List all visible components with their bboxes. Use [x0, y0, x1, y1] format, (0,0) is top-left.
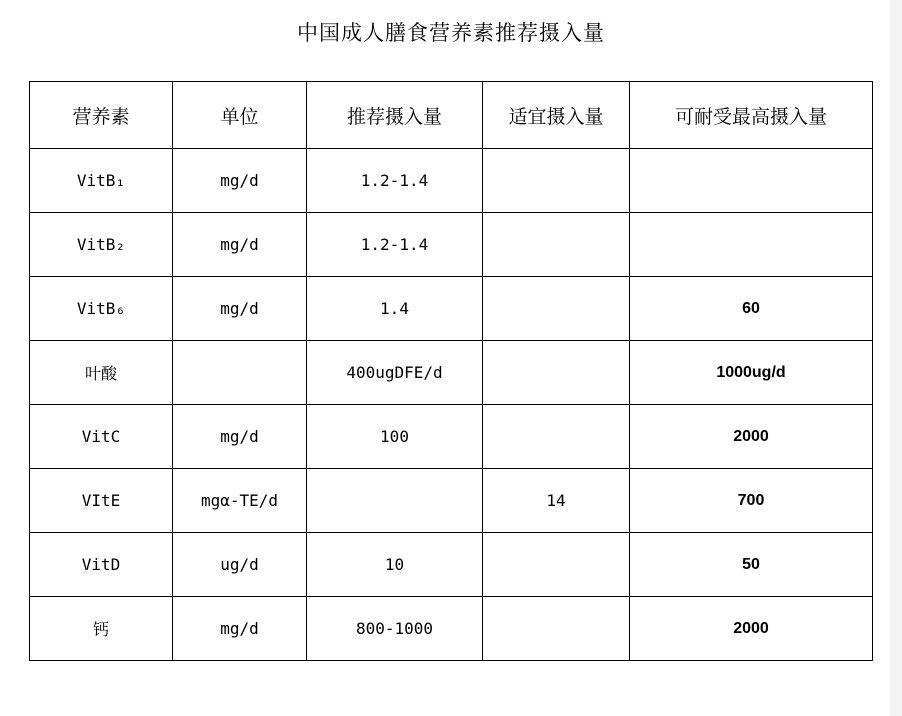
cell-rni: 1.2-1.4 [307, 213, 483, 277]
cell-ul: 1000ug/d [630, 341, 873, 405]
scrollbar-track[interactable] [890, 0, 902, 716]
table-row [30, 597, 873, 661]
cell-nutrient: VitB₆ [30, 277, 173, 341]
cell-ul: 50 [630, 533, 873, 597]
cell-ul [630, 149, 873, 213]
header-unit: 单位 [173, 82, 307, 149]
table-row [30, 213, 873, 277]
cell-unit [173, 341, 307, 405]
cell-ul: 60 [630, 277, 873, 341]
cell-ai [483, 597, 630, 661]
cell-ai [483, 149, 630, 213]
cell-ai [483, 405, 630, 469]
table-header-row [30, 82, 873, 149]
cell-ai [483, 533, 630, 597]
cell-unit: mgα-TE/d [173, 469, 307, 533]
cell-ai: 14 [483, 469, 630, 533]
table-row [30, 469, 873, 533]
cell-nutrient: VitB₂ [30, 213, 173, 277]
cell-unit: ug/d [173, 533, 307, 597]
cell-ai [483, 277, 630, 341]
cell-ul: 700 [630, 469, 873, 533]
header-nutrient: 营养素 [30, 82, 173, 149]
nutrient-table [29, 81, 873, 661]
cell-rni: 1.4 [307, 277, 483, 341]
cell-rni: 800-1000 [307, 597, 483, 661]
cell-unit: mg/d [173, 149, 307, 213]
cell-nutrient: 钙 [30, 597, 173, 661]
cell-ai [483, 213, 630, 277]
cell-ul: 2000 [630, 597, 873, 661]
cell-nutrient: VItE [30, 469, 173, 533]
page-title: 中国成人膳食营养素推荐摄入量 [297, 21, 605, 45]
header-ai: 适宜摄入量 [483, 82, 630, 149]
cell-rni: 400ugDFE/d [307, 341, 483, 405]
table-row [30, 341, 873, 405]
cell-rni: 10 [307, 533, 483, 597]
cell-nutrient: VitD [30, 533, 173, 597]
table-row [30, 277, 873, 341]
header-rni: 推荐摄入量 [307, 82, 483, 149]
cell-ul: 2000 [630, 405, 873, 469]
cell-nutrient: VitC [30, 405, 173, 469]
cell-rni: 1.2-1.4 [307, 149, 483, 213]
cell-rni [307, 469, 483, 533]
cell-ai [483, 341, 630, 405]
cell-rni: 100 [307, 405, 483, 469]
table-row [30, 149, 873, 213]
table-row [30, 405, 873, 469]
cell-unit: mg/d [173, 213, 307, 277]
cell-nutrient: 叶酸 [30, 341, 173, 405]
cell-unit: mg/d [173, 405, 307, 469]
cell-nutrient: VitB₁ [30, 149, 173, 213]
header-ul: 可耐受最高摄入量 [630, 82, 873, 149]
cell-unit: mg/d [173, 597, 307, 661]
cell-ul [630, 213, 873, 277]
cell-unit: mg/d [173, 277, 307, 341]
table-row [30, 533, 873, 597]
